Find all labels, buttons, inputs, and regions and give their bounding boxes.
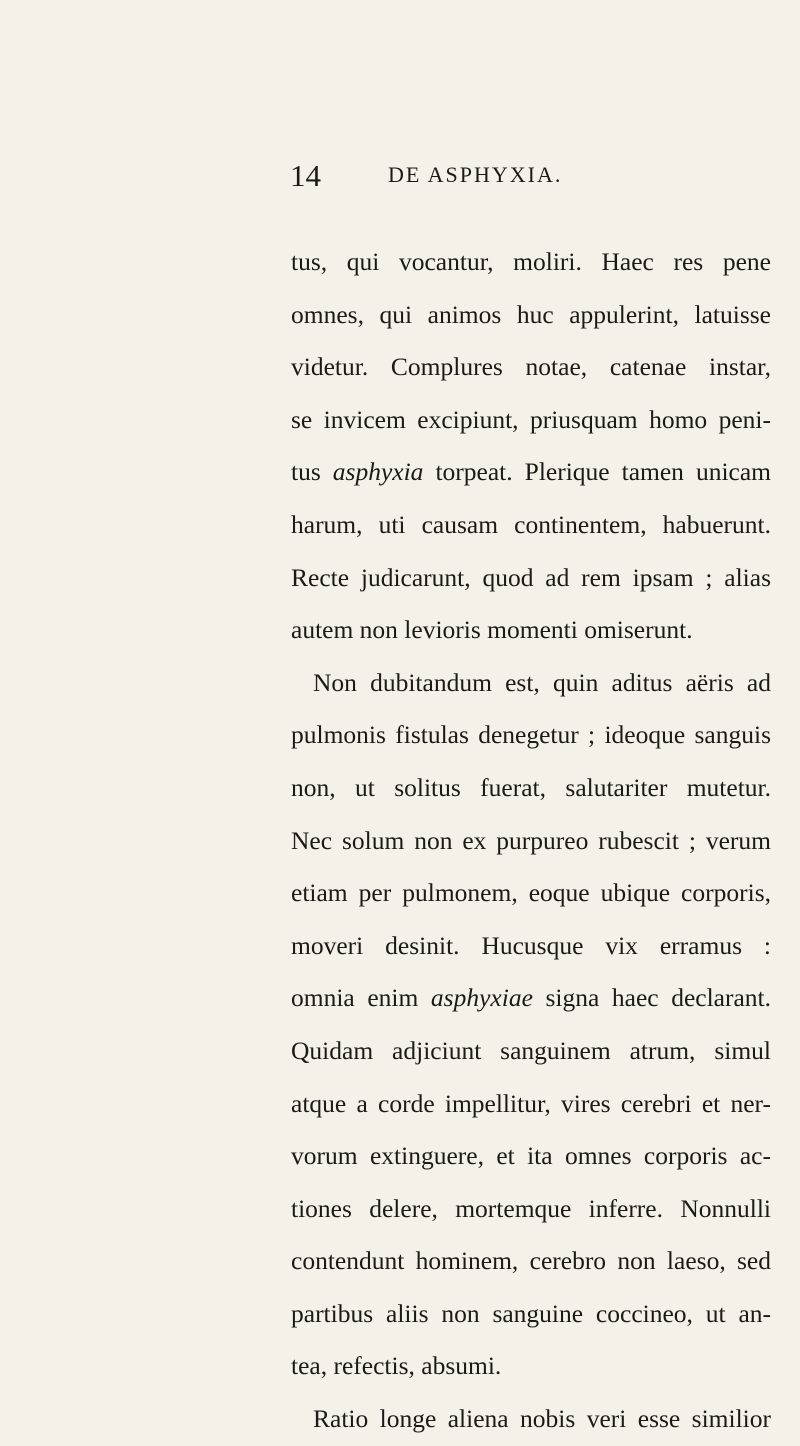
text-line: atque a corde impellitur, vires cerebri et ner- [291,1088,771,1118]
page-header [290,158,770,198]
text-line: omnes, qui animos huc appulerint, latuisse [291,299,771,329]
text-line [291,972,771,1025]
text-line: vorum extinguere, et ita omnes corporis ac- [291,1141,771,1171]
italic-term: asphyxiae [430,983,533,1013]
text-line: tus, qui vocantur, moliri. Haec res pene [291,247,771,276]
text-segment: torpeat. Plerique tamen unicam [423,457,772,487]
text-segment: tus [291,457,333,487]
text-line: pulmonis fistulas denegetur ; ideoque sanguis [291,720,771,750]
body-text [291,236,771,1446]
text-line: moveri desinit. Hucusque vix erramus : [291,930,771,960]
text-line: contendunt hominem, cerebro non laeso, sed [291,1246,771,1276]
italic-term: asphyxia [332,457,424,487]
text-segment: omnia enim [291,983,431,1013]
text-line: etiam per pulmonem, eoque ubique corporis, [291,878,771,908]
text-segment: signa haec declarant. [532,983,772,1013]
text-line: harum, uti causam continentem, habuerunt. [291,509,771,539]
text-line: non, ut solitus fuerat, salutariter mutetur. [291,772,771,802]
text-line: Ratio longe aliena nobis veri esse similior [313,1404,771,1434]
running-title: DE ASPHYXIA. [388,162,563,187]
text-line: tea, refectis, absumi. [291,1351,502,1381]
text-line: tiones delere, mortemque inferre. Nonnulli [291,1193,771,1223]
text-line: partibus aliis non sanguine coccineo, ut an- [291,1298,771,1328]
text-line: autem non levioris momenti omiserunt. [291,615,693,645]
text-line: Non dubitandum est, quin aditus aëris ad [313,667,771,697]
page-number: 14 [290,158,321,193]
text-line [291,446,771,499]
text-line: Nec solum non ex purpureo rubescit ; verum [291,825,771,855]
text-line: Quidam adjiciunt sanguinem atrum, simul [291,1035,771,1065]
text-line: Recte judicarunt, quod ad rem ipsam ; alias [291,562,771,592]
text-line: videtur. Complures notae, catenae instar, [291,352,771,382]
text-line: se invicem excipiunt, priusquam homo peni- [291,404,771,434]
